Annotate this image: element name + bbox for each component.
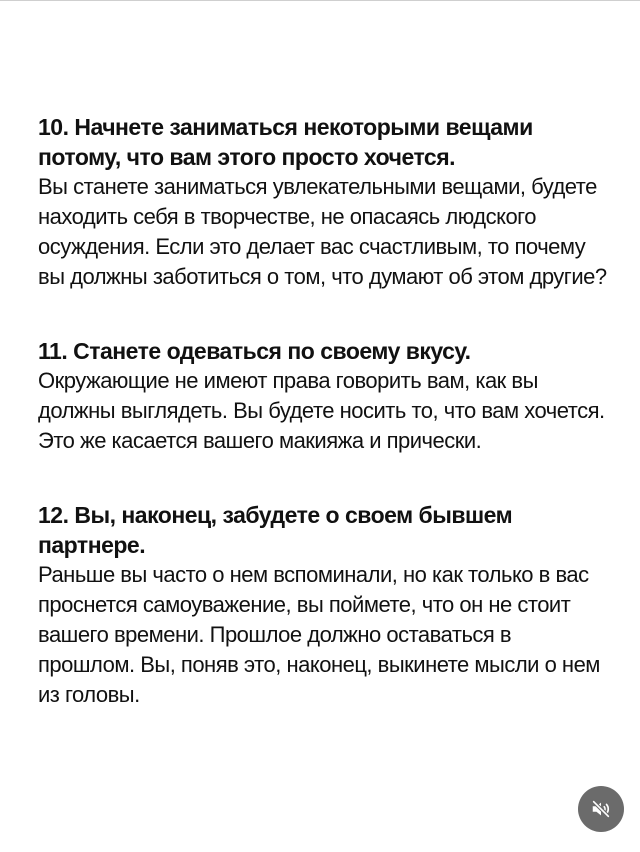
speaker-muted-icon bbox=[590, 798, 612, 820]
item-title: 12. Вы, наконец, забудете о своем бывшем партнере. bbox=[38, 502, 513, 558]
item-body: Вы станете заниматься увлекательными вещами, будете находить себя в творчестве, не опасаясь людского осуждения. Если это делает вас счастливым, то почему вы должны заботиться о том, что думают об этом другие? bbox=[38, 174, 607, 289]
item-body: Окружающие не имеют права говорить вам, как вы должны выглядеть. Вы будете носить то, что вам хочется. Это же касается вашего макияжа и прически. bbox=[38, 368, 605, 453]
item-title: 10. Начнете заниматься некоторыми вещами потому, что вам этого просто хочется. bbox=[38, 114, 533, 170]
list-item-11 bbox=[38, 336, 613, 456]
item-body: Раньше вы часто о нем вспоминали, но как только в вас проснется самоуважение, вы поймете, что он не стоит вашего времени. Прошлое должно оставаться в прошлом. Вы, поняв это, наконец, выкинете мысли о нем из головы. bbox=[38, 562, 600, 707]
list-item-10 bbox=[38, 112, 613, 292]
top-divider bbox=[0, 0, 640, 1]
article-content bbox=[38, 112, 613, 754]
list-item-12 bbox=[38, 500, 613, 710]
mute-button[interactable] bbox=[578, 786, 624, 832]
item-title: 11. Станете одеваться по своему вкусу. bbox=[38, 338, 471, 364]
